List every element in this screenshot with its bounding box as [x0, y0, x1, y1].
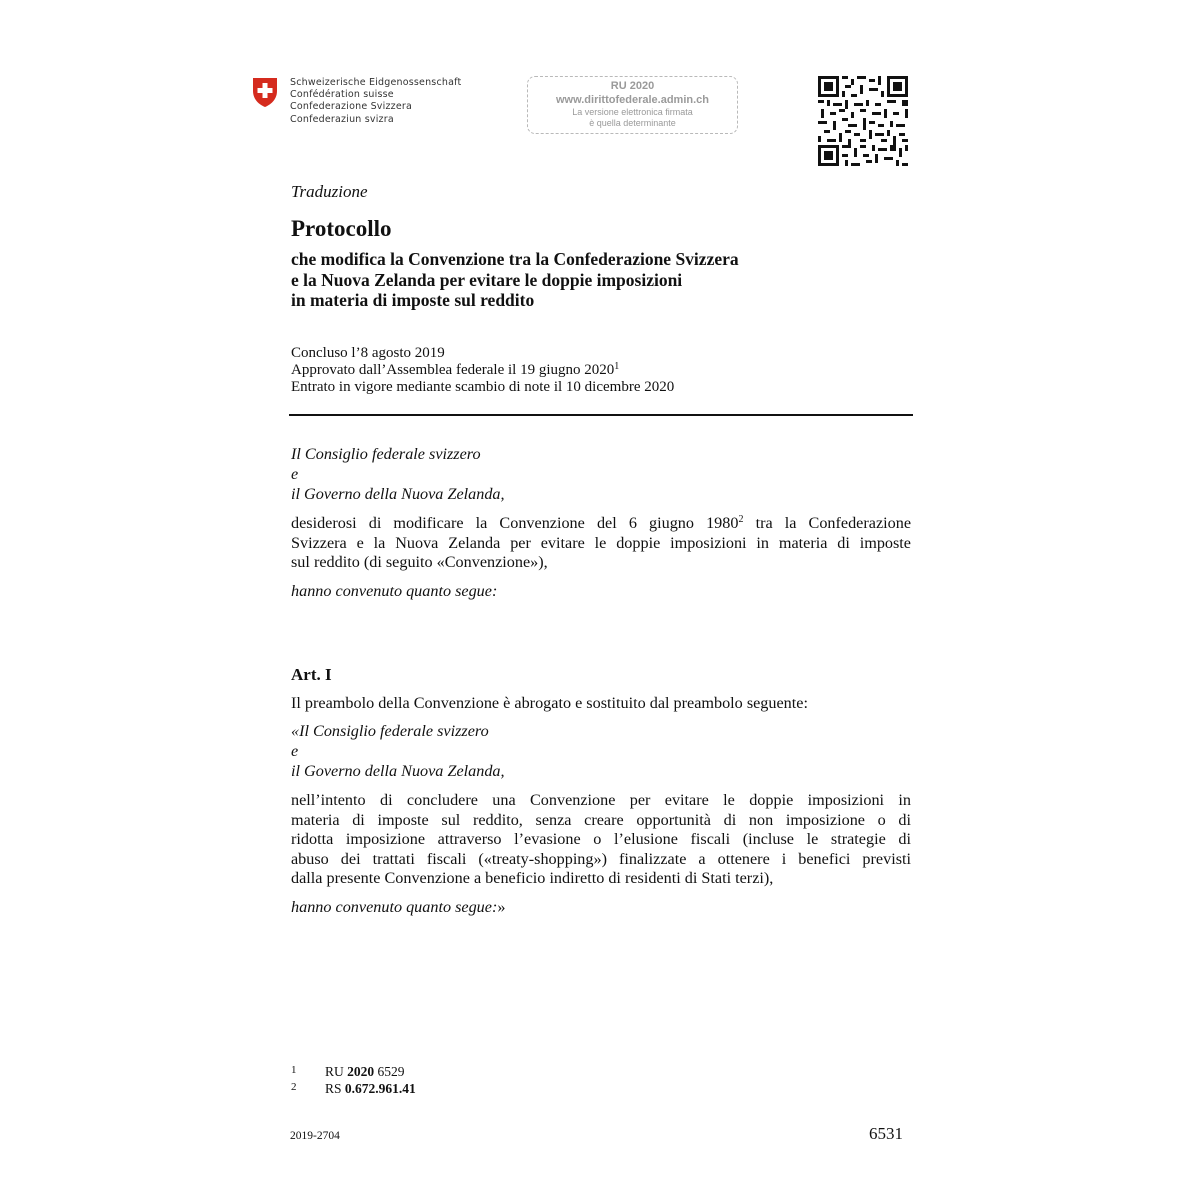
intent-line: ridotta imposizione attraverso l’evasione o l’elusione fiscali (incluse le strategie di — [291, 830, 911, 849]
publication-stamp — [527, 76, 738, 134]
intent-line: materia di imposte sul reddito, senza creare opportunità di non imposizione o di — [291, 810, 911, 829]
desire-line-1a: desiderosi di modificare la Convenzione del 6 giugno 1980 — [291, 514, 739, 532]
footnote-bold: 2020 — [347, 1064, 375, 1079]
admin-line-de: Schweizerische Eidgenossenschaft — [290, 77, 462, 88]
page-number: 6531 — [869, 1124, 903, 1143]
footnote-prefix: RU — [325, 1064, 348, 1079]
stamp-website[interactable]: www.dirittofederale.admin.ch — [555, 94, 709, 106]
quote-close-mark: » — [497, 898, 506, 916]
footnote-prefix: RS — [325, 1081, 345, 1096]
translation-label: Traduzione — [291, 182, 368, 201]
article-heading: Art. I — [291, 665, 332, 684]
concluded-date: Concluso l’8 agosto 2019 — [291, 345, 445, 361]
footnote-number: 1 — [291, 1064, 297, 1076]
approved-date-line — [291, 362, 674, 379]
preamble-and: e — [291, 465, 299, 483]
preamble-desire-paragraph — [291, 514, 911, 573]
stamp-note-2: è quella determinante — [589, 118, 676, 128]
quote-party-1: «Il Consiglio federale svizzero — [291, 722, 489, 740]
desire-line — [291, 514, 911, 534]
footnote-ref-1[interactable]: 1 — [614, 361, 620, 372]
desire-line: Svizzera e la Nuova Zelanda per evitare le doppie imposizioni in materia di imposte — [291, 533, 911, 552]
intent-paragraph — [291, 791, 911, 889]
footnote-ref-2[interactable]: 2 — [738, 514, 744, 525]
intent-line: nell’intento di concludere una Convenzione per evitare le doppie imposizioni in — [291, 791, 911, 809]
quote-agreed-line — [291, 898, 505, 918]
intent-line: abuso dei trattati fiscali («treaty-shopping») finalizzate a ottenere i benefici previsti — [291, 849, 911, 868]
footnote-bold: 0.672.961.41 — [344, 1081, 416, 1096]
stamp-collection: RU 2020 — [610, 80, 655, 92]
desire-line: sul reddito (di seguito «Convenzione»), — [291, 553, 548, 572]
subtitle-line: che modifica la Convenzione tra la Confederazione Svizzera — [291, 249, 739, 269]
footnote-2 — [291, 1080, 416, 1097]
in-force-date: Entrato in vigore mediante scambio di note il 10 dicembre 2020 — [291, 379, 675, 395]
preamble-party-1: Il Consiglio federale svizzero — [291, 445, 481, 463]
article-intro: Il preambolo della Convenzione è abrogato e sostituito dal preambolo seguente: — [291, 694, 808, 712]
quote-and: e — [291, 742, 299, 760]
admin-line-it: Confederazione Svizzera — [290, 101, 413, 113]
footnote-suffix: 6529 — [374, 1064, 405, 1079]
federal-administration-lines — [290, 77, 461, 126]
subtitle-line: e la Nuova Zelanda per evitare le doppie imposizioni — [291, 269, 683, 290]
desire-line-1b: tra la Confederazione — [743, 514, 911, 532]
footnote-number: 2 — [291, 1081, 297, 1093]
document-dates — [291, 345, 674, 396]
approved-date: Approvato dall’Assemblea federale il 19 giugno 2020 — [291, 362, 615, 378]
qr-code-icon — [818, 76, 908, 166]
title-divider — [289, 414, 913, 416]
admin-line-fr: Confédération suisse — [290, 89, 394, 101]
preamble-party-2: il Governo della Nuova Zelanda, — [291, 485, 505, 503]
swiss-cross-shield-icon — [252, 77, 278, 108]
document-code: 2019-2704 — [290, 1130, 340, 1142]
preamble-agreed: hanno convenuto quanto segue: — [291, 582, 498, 600]
subtitle-line: in materia di imposte sul reddito — [291, 290, 535, 310]
document-subtitle — [291, 249, 891, 311]
stamp-note-1: La versione elettronica firmata — [572, 107, 693, 117]
quote-agreed: hanno convenuto quanto segue: — [291, 898, 498, 916]
intent-line: dalla presente Convenzione a beneficio indiretto di residenti di Stati terzi), — [291, 869, 774, 888]
document-title: Protocollo — [291, 216, 392, 241]
admin-line-rm: Confederaziun svizra — [290, 113, 394, 125]
quote-party-2: il Governo della Nuova Zelanda, — [291, 762, 505, 780]
footnote-1 — [291, 1063, 405, 1080]
